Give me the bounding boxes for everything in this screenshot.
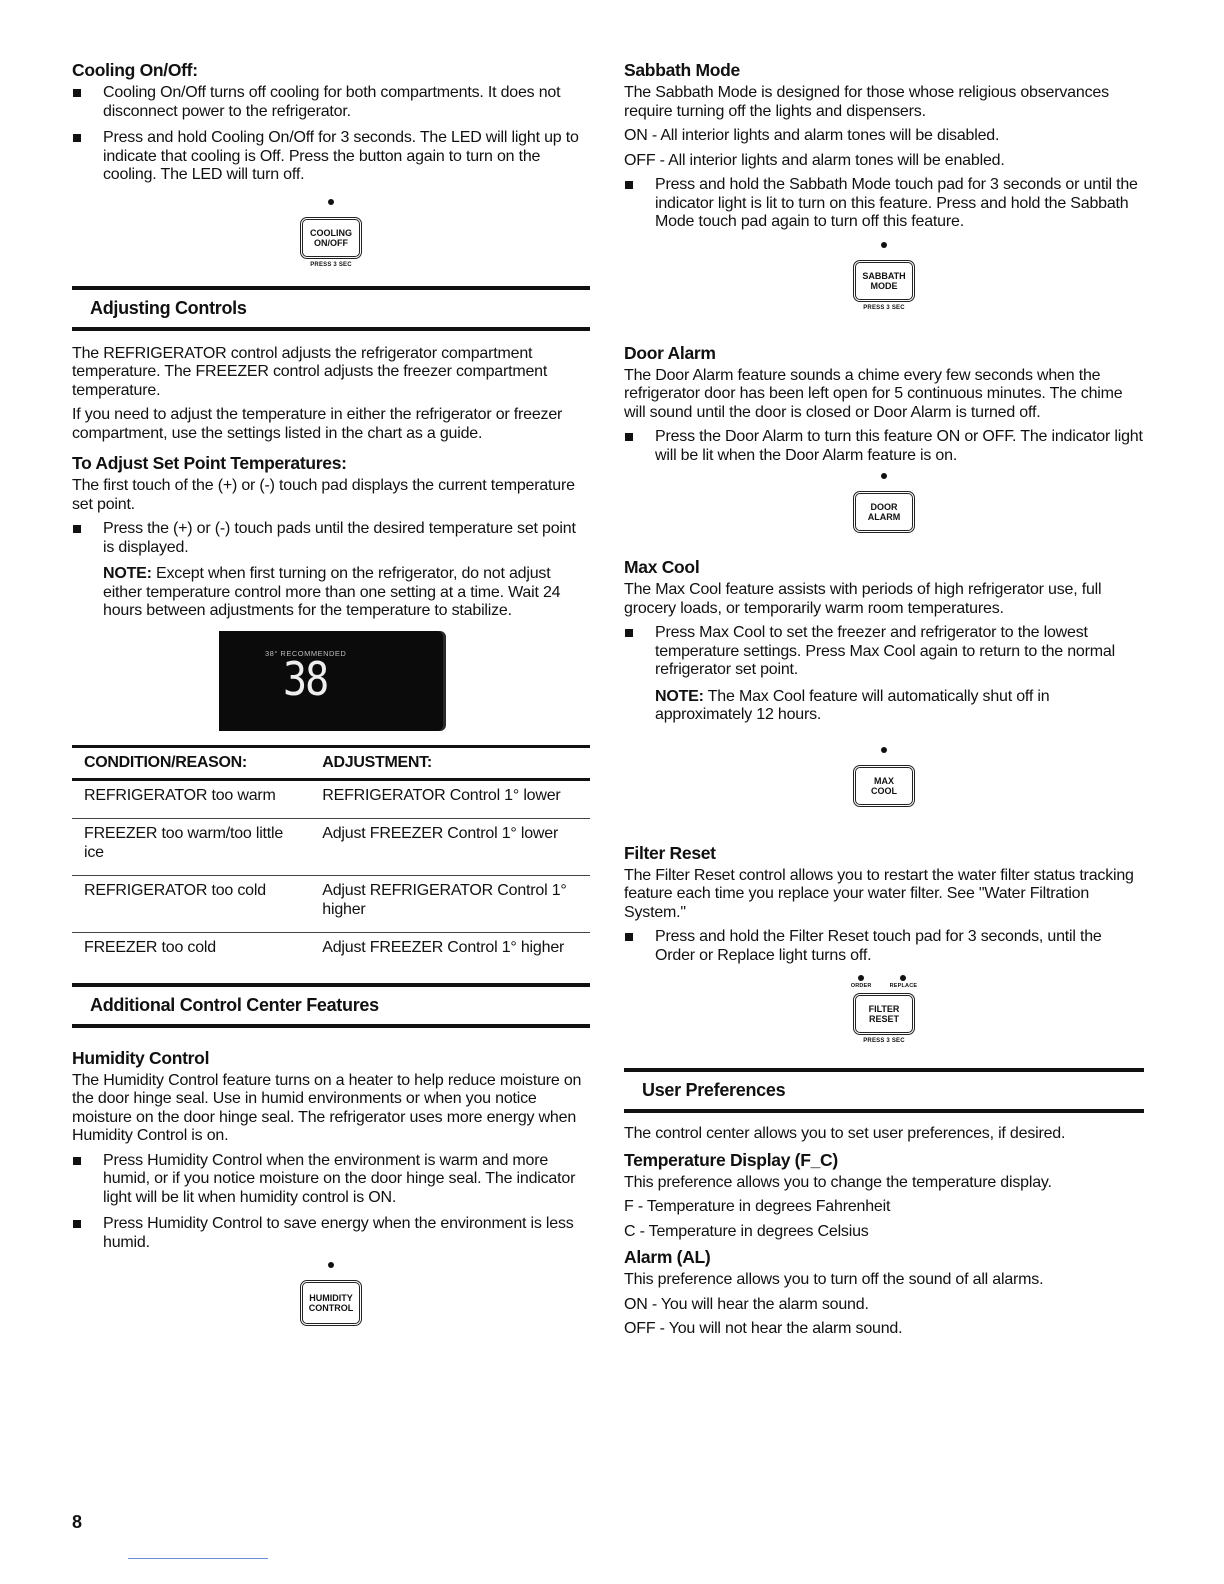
filter-button-label-1: FILTER [868,1004,900,1014]
sabbath-off: OFF - All interior lights and alarm tones will be enabled. [624,151,1005,169]
temperature-display-title: Temperature Display (F_C) [624,1149,838,1170]
door-alarm-button-label-1: DOOR [870,502,898,512]
humidity-control [72,1262,590,1326]
max-cool-control [624,747,1144,807]
door-alarm-button[interactable] [853,491,915,533]
max-cool-note-label: NOTE: [655,687,704,705]
humidity-button-label-1: HUMIDITY [309,1293,353,1303]
max-cool-button-label-1: MAX [874,775,894,786]
filter-button-label-2: RESET [868,1014,899,1024]
filter-reset-para: The Filter Reset control allows you to restart the water filter status tracking feature each time you replace your water filter. See "Water Filtration System." [624,866,1134,921]
adjusting-para-1: The REFRIGERATOR control adjusts the refrigerator compartment temperature. The FREEZER control adjusts the freezer compartment temperature. [72,344,548,399]
condition-cell: REFRIGERATOR too warm [72,779,310,819]
max-cool-button[interactable] [853,765,915,807]
alarm-title: Alarm (AL) [624,1247,711,1267]
replace-label: REPLACE [889,983,918,989]
door-alarm-para: The Door Alarm feature sounds a chime every few seconds when the refrigerator door has been left open for 5 continuous minutes. The chime will sound until the door is closed or Door Alarm is turned off. [624,366,1123,421]
user-prefs-para: The control center allows you to set user preferences, if desired. [624,1125,1066,1142]
setpoint-title: To Adjust Set Point Temperatures: [72,453,347,473]
note-label: NOTE: [103,565,152,582]
max-cool-note-text: The Max Cool feature will automatically shut off in approximately 12 hours. [655,687,1050,723]
sabbath-led [881,242,887,248]
adjustment-table [72,745,590,971]
cooling-bullet-1: Cooling On/Off turns off cooling for both compartments. It does not disconnect power to the refrigerator. [72,84,590,121]
adjusting-controls-header: Adjusting Controls [72,286,590,331]
adjustment-cell: Adjust REFRIGERATOR Control 1° higher [310,876,590,933]
table-row [72,933,590,971]
cooling-control [72,199,590,268]
condition-cell: FREEZER too warm/too little ice [72,819,310,876]
right-column [624,60,1144,1345]
cooling-led [328,199,334,205]
setpoint-para: The first touch of the (+) or (-) touch pad displays the current temperature set point. [72,477,575,513]
alarm-para: This preference allows you to turn off the sound of all alarms. [624,1271,1044,1288]
replace-indicator [890,975,918,989]
max-cool-bullet: Press Max Cool to set the freezer and refrigerator to the lowest temperature settings. Press Max Cool again to return to the normal refrigerator set point. [624,624,1144,680]
max-cool-title: Max Cool [624,557,700,577]
temperature-display [219,631,443,731]
max-cool-led [881,747,887,753]
recommended-label: 38° RECOMMENDED [265,648,347,658]
door-alarm-title: Door Alarm [624,342,716,363]
max-cool-para: The Max Cool feature assists with periods of high refrigerator use, full grocery loads, or temporarily warm room temperatures. [624,581,1102,617]
additional-features-header: Additional Control Center Features [72,983,590,1028]
footer-divider [128,1558,268,1559]
cooling-on-off-button[interactable] [300,217,362,259]
alarm-on: ON - You will hear the alarm sound. [624,1295,869,1313]
user-preferences-header: User Preferences [624,1068,1144,1113]
setpoint-note [72,565,590,621]
temperature-value: 38 [283,653,328,706]
header-condition: CONDITION/REASON: [72,746,310,779]
filter-reset-bullet: Press and hold the Filter Reset touch pad for 3 seconds, until the Order or Replace light turns off. [624,928,1144,965]
sabbath-bullet: Press and hold the Sabbath Mode touch pad for 3 seconds or until the indicator light is lit to turn on this feature. Press and hold the Sabbath Mode touch pad again to turn off this feature. [624,176,1144,232]
order-led [858,975,864,981]
sabbath-on: ON - All interior lights and alarm tones will be disabled. [624,127,1000,144]
setpoint-bullet: Press the (+) or (-) touch pads until the desired temperature set point is displayed. [72,520,590,557]
door-alarm-control [624,473,1144,533]
cooling-title: Cooling On/Off: [72,60,198,80]
adjustment-cell: REFRIGERATOR Control 1° lower [310,779,590,819]
table-row [72,779,590,819]
table-header-row [72,746,590,779]
adjustment-cell: Adjust FREEZER Control 1° higher [322,939,565,956]
cooling-button-label-1: COOLING [310,227,352,238]
cooling-press-hint: PRESS 3 SEC [310,261,352,268]
table-row [72,876,590,933]
sabbath-para: The Sabbath Mode is designed for those whose religious observances require turning off the lights and dispensers. [624,84,1109,120]
cooling-bullet-2: Press and hold Cooling On/Off for 3 seconds. The LED will light up to indicate that cooling is Off. Press the button again to turn on the cooling. The LED will turn off. [72,129,590,185]
sabbath-mode-button[interactable] [853,260,915,302]
temperature-c: C - Temperature in degrees Celsius [624,1222,869,1240]
humidity-bullet-1: Press Humidity Control when the environment is warm and more humid, or if you notice moisture on the door hinge seal. The indicator light will be lit when humidity control is ON. [72,1152,590,1208]
temperature-f: F - Temperature in degrees Fahrenheit [624,1198,891,1215]
alarm-off: OFF - You will not hear the alarm sound. [624,1320,903,1337]
humidity-bullet-2: Press Humidity Control to save energy when the environment is less humid. [72,1215,590,1252]
header-adjustment: ADJUSTMENT: [310,746,590,779]
left-column [72,60,590,1326]
humidity-para: The Humidity Control feature turns on a heater to help reduce moisture on the door hinge seal. Use in humid environments or when you notice moisture on the door hinge seal. The refrigerator uses more energy when Humidity Control is on. [72,1071,582,1144]
filter-reset-button[interactable] [853,993,915,1035]
max-cool-button-label-2: COOL [871,785,897,796]
max-cool-note [624,688,1144,725]
order-label: ORDER [850,983,872,989]
filter-reset-control [624,975,1144,1044]
sabbath-button-label-2: MODE [870,280,898,291]
filter-reset-title: Filter Reset [624,842,716,863]
condition-cell: REFRIGERATOR too cold [72,876,310,933]
table-row [72,819,590,876]
door-alarm-button-label-2: ALARM [867,512,901,522]
sabbath-button-label-1: SABBATH [862,270,906,281]
humidity-button-label-2: CONTROL [308,1303,354,1313]
door-alarm-bullet: Press the Door Alarm to turn this feature ON or OFF. The indicator light will be lit when the Door Alarm feature is on. [624,428,1144,465]
sabbath-press-hint: PRESS 3 SEC [863,304,905,311]
order-indicator [851,975,872,989]
sabbath-title: Sabbath Mode [624,60,740,80]
filter-press-hint: PRESS 3 SEC [863,1038,905,1044]
temperature-display-para: This preference allows you to change the temperature display. [624,1173,1052,1191]
filter-leds [851,975,918,989]
adjusting-para-2: If you need to adjust the temperature in either the refrigerator or freezer compartment, use the settings listed in the chart as a guide. [72,406,563,442]
adjustment-cell: Adjust FREEZER Control 1° lower [310,819,590,876]
cooling-button-label-2: ON/OFF [314,237,348,248]
condition-cell: FREEZER too cold [84,939,216,956]
sabbath-control [624,242,1144,311]
humidity-control-button[interactable] [300,1280,362,1326]
humidity-led [328,1262,334,1268]
replace-led [900,975,906,981]
page-number: 8 [72,1512,83,1532]
door-alarm-led [881,473,887,479]
note-text: Except when first turning on the refrigerator, do not adjust either temperature control more than one setting at a time. Wait 24 hours between adjustments for the temperature to stabilize. [103,565,561,619]
humidity-title: Humidity Control [72,1047,210,1068]
